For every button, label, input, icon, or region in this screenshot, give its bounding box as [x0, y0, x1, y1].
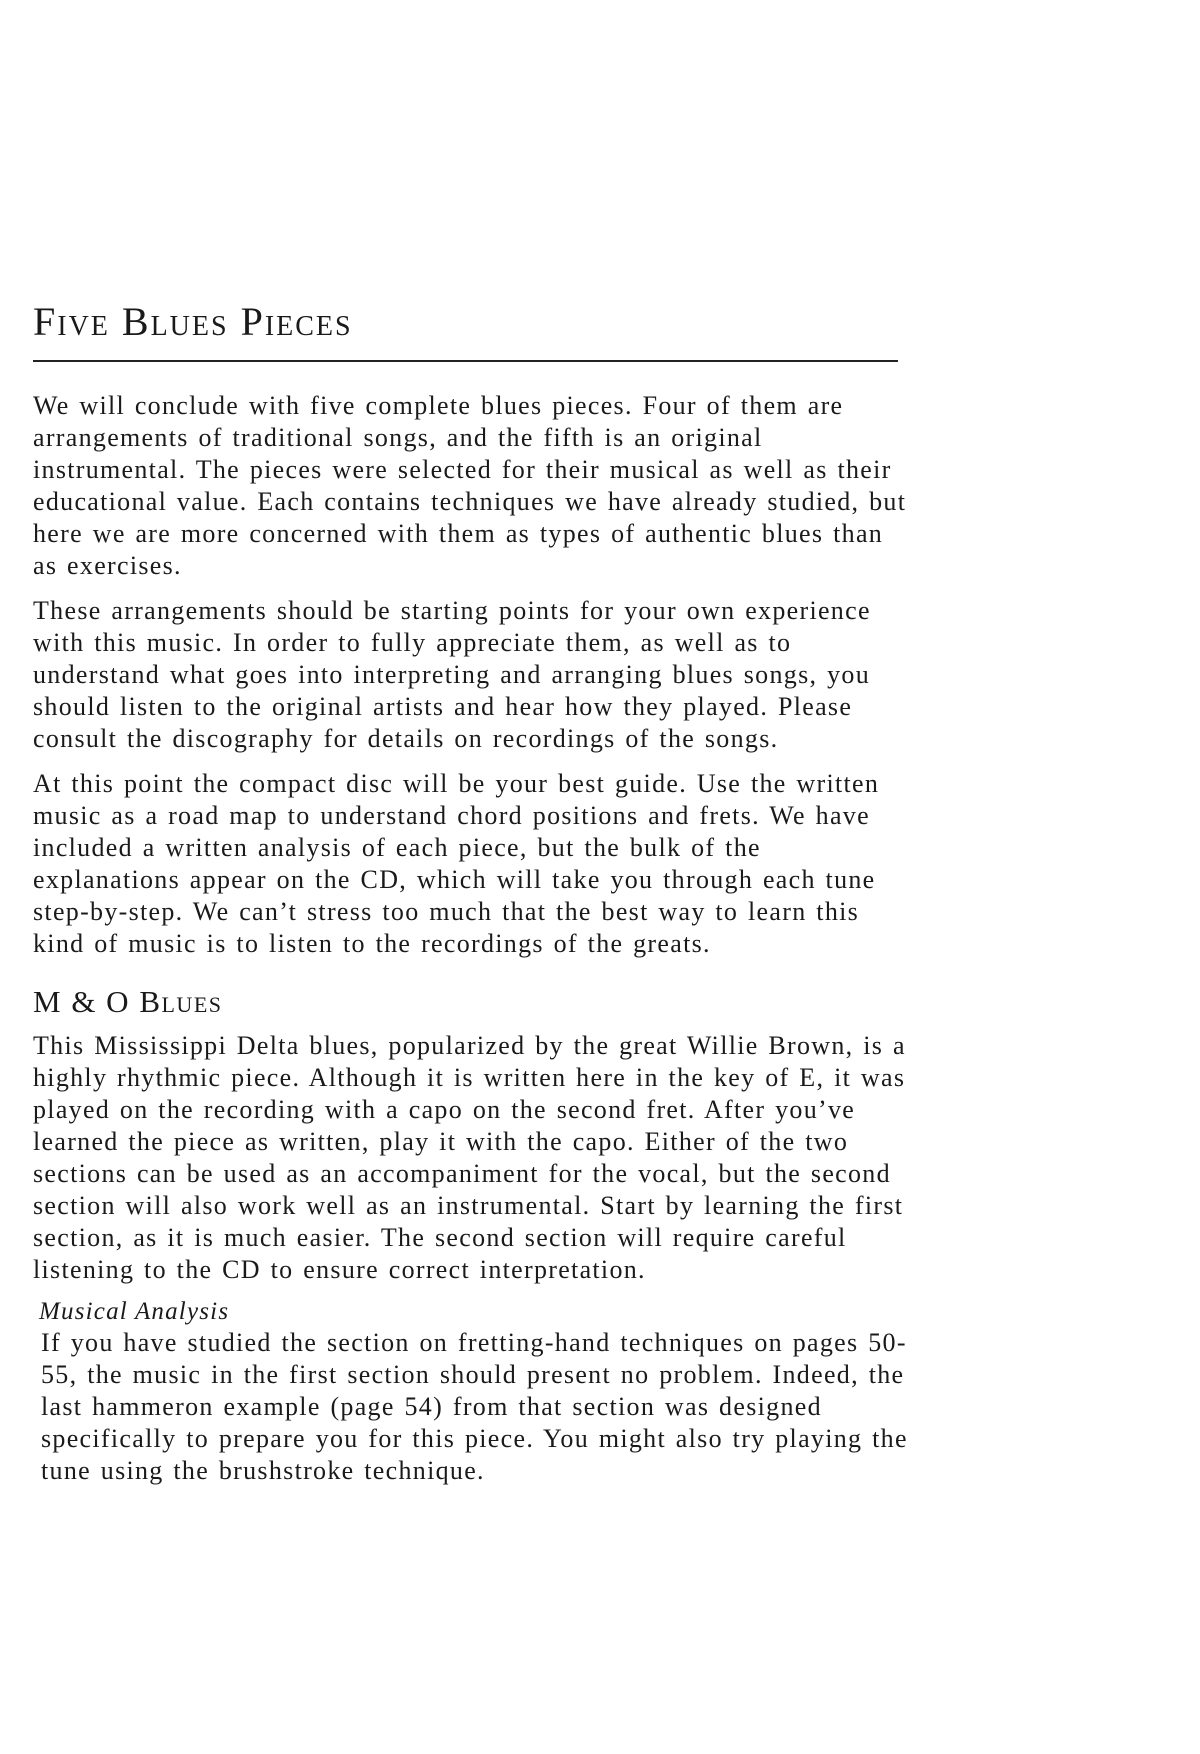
- intro-paragraph-3: At this point the compact disc will be your best guide. Use the written music as a road map to understand chord positions and frets. We have included a written analysis of each piece, but the bulk of the explanations appear on the CD, which will take you through each tune step-by-step. We can’t stress too much that the best way to learn this kind of music is to listen to the recordings of the greats.: [33, 769, 880, 958]
- title-divider: [33, 360, 898, 362]
- intro-paragraph-1: We will conclude with five complete blues pieces. Four of them are arrangements of traditional songs, and the fifth is an original instrumental. The pieces were selected for their musical as well as their educational value. Each contains techniques we have already studied, but here we are more concerned with them as types of authentic blues than as exercises.: [33, 391, 907, 580]
- chapter-title: Five Blues Pieces: [33, 299, 353, 344]
- musical-analysis-heading: Musical Analysis: [39, 1298, 230, 1325]
- section-title: M & O Blues: [33, 984, 223, 1019]
- page-content: [33, 296, 913, 1500]
- intro-paragraph-2: These arrangements should be starting points for your own experience with this music. In order to fully appreciate them, as well as to understand what goes into interpreting and arranging blues songs, you should listen to the original artists and hear how they played. Please consult the discography for details on recordings of the songs.: [33, 596, 871, 753]
- musical-analysis-paragraph: If you have studied the section on fretting-hand techniques on pages 50-55, the music in the first section should present no problem. Indeed, the last hammeron example (page 54) from that section was designed specifically to prepare you for this piece. You might also try playing the tune using the brushstroke technique.: [41, 1328, 908, 1485]
- section-paragraph: This Mississippi Delta blues, popularized by the great Willie Brown, is a highly rhythmic piece. Although it is written here in the key of E, it was played on the recording with a capo on the second fret. After you’ve learned the piece as written, play it with the capo. Either of the two sections can be used as an accompaniment for the vocal, but the second section will also work well as an instrumental. Start by learning the first section, as it is much easier. The second section will require careful listening to the CD to ensure correct interpretation.: [33, 1031, 906, 1284]
